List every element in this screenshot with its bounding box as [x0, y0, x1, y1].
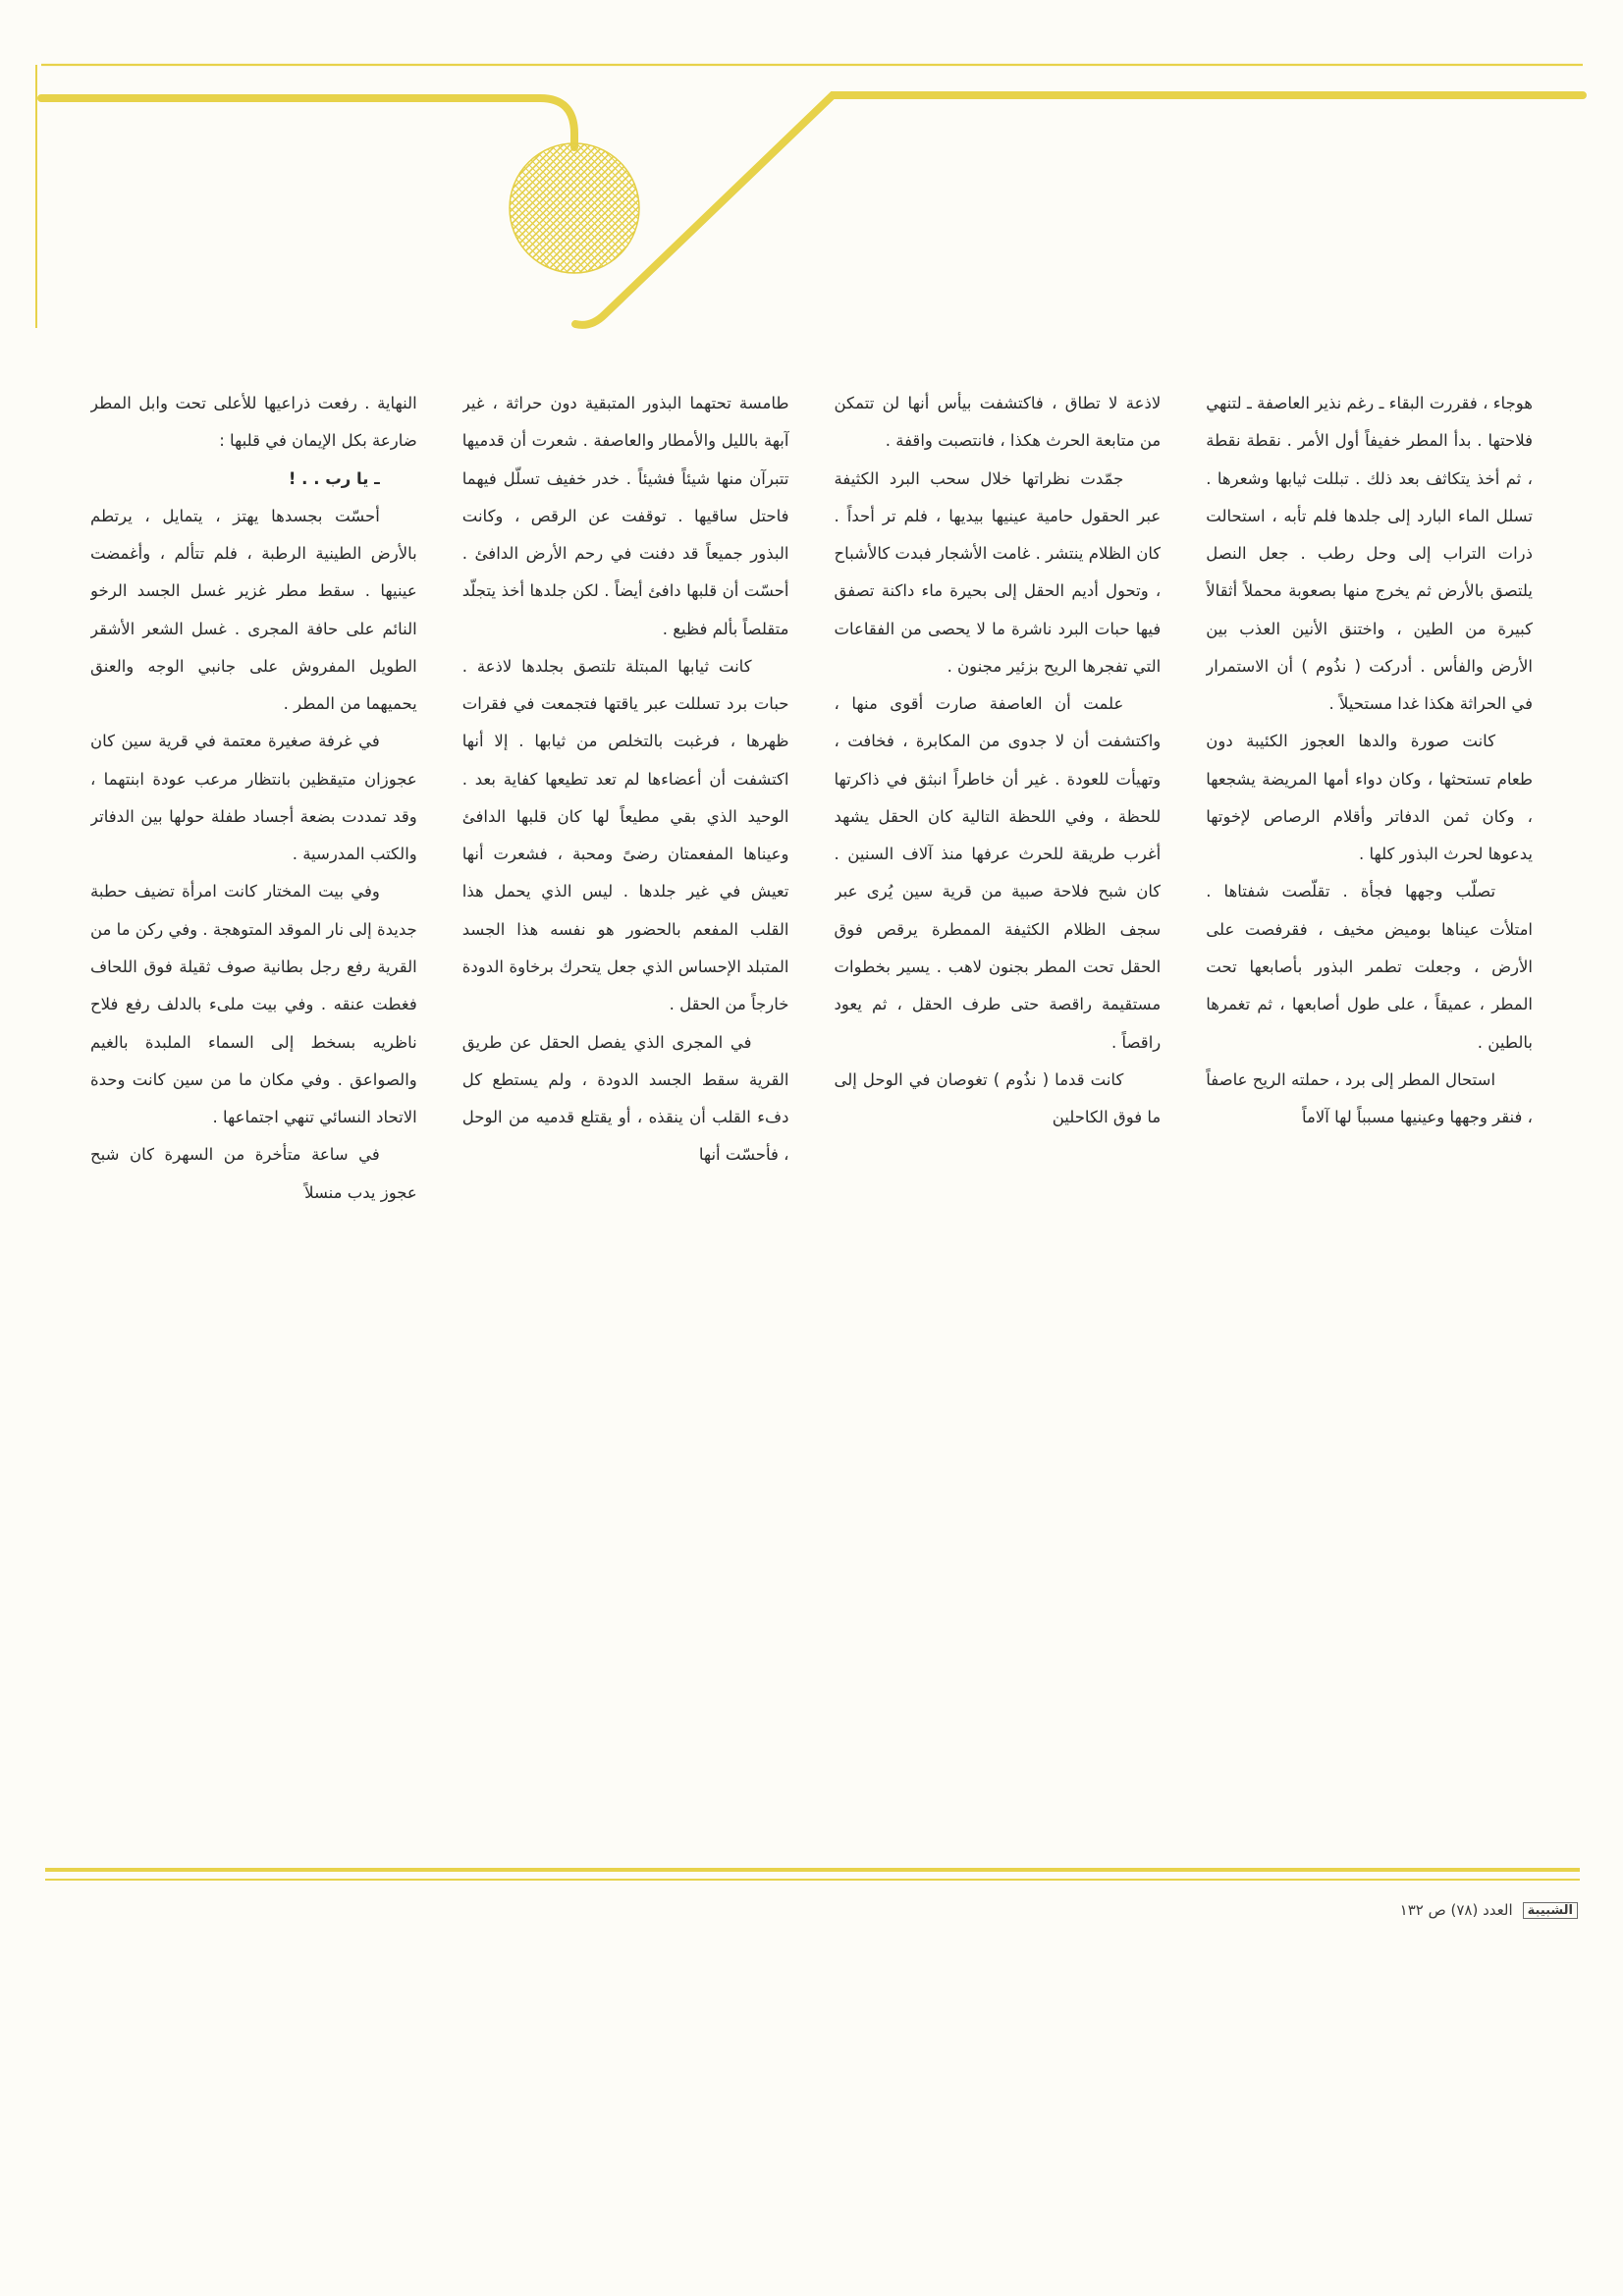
- paragraph: استحال المطر إلى برد ، حملته الريح عاصفاً ، فنقر وجهها وعينيها مسبباً لها آلاماً: [1206, 1069, 1533, 1127]
- paragraph: تصلّب وجهها فجأة . تقلّصت شفتاها . امتلأت عيناها بوميض مخيف ، فقرفصت على الأرض ، وجعلت تطمر البذور بأصابعها تحت المطر ، عميقاً ، على طول أصابعها ، ثم تغمرها بالطين .: [1206, 882, 1533, 1052]
- bottom-rule-thin: [45, 1879, 1580, 1881]
- paragraph: كانت قدما ( نذُوم ) تغوصان في الوحل إلى ما فوق الكاحلين: [834, 1069, 1162, 1127]
- magazine-logo: الشبيبة: [1523, 1902, 1578, 1919]
- paragraph: علمت أن العاصفة صارت أقوى منها ، واكتشفت أن لا جدوى من المكابرة ، فخافت ، وتهيأت للعودة . غير أن خاطراً انبثق في ذاكرتها للحظة ، وفي اللحظة التالية كان الحقل يشهد أغرب طريقة للحرث عرفها منذ آلاف السنين . كان شبح فلاحة صبية من قرية سين يُرى عبر سجف الظلام الكثيفة الممطرة يرقص فوق الحقل تحت المطر بجنون لاهب . يسير بخطوات مستقيمة راقصة حتى طرف الحقل ، ثم يعود راقصاً .: [834, 694, 1162, 1052]
- header-ornament: [0, 0, 1623, 363]
- paragraph: طامسة تحتهما البذور المتبقية دون حراثة ، غير آبهة بالليل والأمطار والعاصفة . شعرت أن قدميها تتبرآن منها شيئاً فشيئاً . خدر خفيف تسلّل فيهما فاحتل ساقيها . توقفت عن الرقص ، وكانت البذور جميعاً قد دفنت في رحم الأرض الدافئ . أحسّت أن قلبها دافئ أيضاً . لكن جلدها أخذ يتجلّد متقلصاً بألم فظيع .: [461, 394, 789, 638]
- paragraph: وفي بيت المختار كانت امرأة تضيف حطبة جديدة إلى نار الموقد المتوهجة . وفي ركن ما من القرية رفع رجل بطانية صوف ثقيلة فوق اللحاف فغطت عنقه . وفي بيت ملىء بالدلف رفع فلاح ناظريه بسخط إلى السماء الملبدة بالغيم والصواعق . وفي مكان ما من سين كانت وحدة الاتحاد النسائي تنهي اجتماعها .: [90, 882, 417, 1127]
- hatched-circle-ornament: [510, 143, 639, 273]
- paragraph: هوجاء ، فقررت البقاء ـ رغم نذير العاصفة ـ لتنهي فلاحتها . بدأ المطر خفيفاً أول الأمر . نقطة نقطة ، ثم أخذ يتكاثف بعد ذلك . تبللت ثيابها وشعرها . تسلل الماء البارد إلى جلدها فلم تأبه ، استحالت ذرات التراب إلى وحل رطب . جعل النصل يلتصق بالأرض ثم يخرج منها بصعوبة محملاً أثقالاً كبيرة من الطين ، واختنق الأنين العذب بين الأرض والفأس . أدركت ( نذُوم ) أن الاستمرار في الحراثة هكذا غدا مستحيلاً .: [1206, 394, 1533, 714]
- paragraph: في غرفة صغيرة معتمة في قرية سين كان عجوزان متيقظين بانتظار مرعب عودة ابنتهما ، وقد تمددت بضعة أجساد طفلة حولها بين الدفاتر والكتب المدرسية .: [90, 732, 417, 864]
- paragraph: النهاية . رفعت ذراعيها للأعلى تحت وابل المطر ضارعة بكل الإيمان في قلبها :: [90, 394, 417, 451]
- paragraph: كانت صورة والدها العجوز الكئيبة دون طعام تستحثها ، وكان دواء أمها المريضة يشجعها ، وكان ثمن الدفاتر وأقلام الرصاص لإخوتها يدعوها لحرث البذور كلها .: [1206, 732, 1533, 864]
- paragraph: ـ يا رب . . !: [288, 468, 380, 488]
- text-column-2: [835, 385, 1162, 1858]
- paragraph: لاذعة لا تطاق ، فاكتشفت بيأس أنها لن تتمكن من متابعة الحرث هكذا ، فانتصبت واقفة .: [834, 394, 1162, 451]
- text-column-1: [1206, 385, 1533, 1858]
- paragraph: جمّدت نظراتها خلال سحب البرد الكثيفة عبر الحقول حامية عينيها بيديها ، فلم تر أحداً . كان الظلام ينتشر . غامت الأشجار فبدت كالأشباح ، وتحول أديم الحقل إلى بحيرة ماء داكنة تصفق فيها حبات البرد ناشرة ما لا يحصى من الفقاعات التي تفجرها الريح بزئير مجنون .: [834, 468, 1162, 676]
- left-thick-band: [41, 98, 574, 147]
- text-column-3: [462, 385, 789, 1858]
- issue-page-number: العدد (٧٨) ص ١٣٢: [1399, 1901, 1513, 1919]
- paragraph: أحسّت بجسدها يهتز ، يتمايل ، يرتطم بالأرض الطينية الرطبة ، فلم تتألم ، وأغمضت عينيها . سقط مطر غزير غسل الجسد الرخو النائم على حافة المجرى . غسل الشعر الأشقر الطويل المفروش على جانبي الوجه والعنق يحميهما من المطر .: [90, 506, 417, 714]
- article-columns: [90, 385, 1533, 1858]
- paragraph: في ساعة متأخرة من السهرة كان شبح عجوز يدب منسلاً: [90, 1145, 417, 1202]
- paragraph: في المجرى الذي يفصل الحقل عن طريق القرية سقط الجسد الدودة ، ولم يستطع كل دفء القلب أن ينقذه ، أو يقتلع قدميه من الوحل ، فأحسّت أنها: [461, 1032, 789, 1165]
- page-footer: [1400, 1901, 1578, 1919]
- text-column-4: [90, 385, 417, 1858]
- paragraph: كانت ثيابها المبتلة تلتصق بجلدها لاذعة . حبات برد تسللت عبر ياقتها فتجمعت في فقرات ظهرها ، فرغبت بالتخلص من ثيابها . إلا أنها اكتشفت أن أعضاءها لم تعد تطيعها كفاية بعد . الوحيد الذي بقي مطيعاً لها كان قلبها الدافئ وعيناها المفعمتان رضىً ومحبة ، فشعرت أنها تعيش في غير جلدها . ليس الذي يحمل هذا القلب المفعم بالحضور هو نفسه هذا الجسد المتبلد الإحساس الذي جعل يتحرك برخاوة الدودة خارجاً من الحقل .: [461, 656, 789, 1014]
- bottom-rule-thick: [45, 1868, 1580, 1872]
- right-thick-band: [575, 95, 1583, 325]
